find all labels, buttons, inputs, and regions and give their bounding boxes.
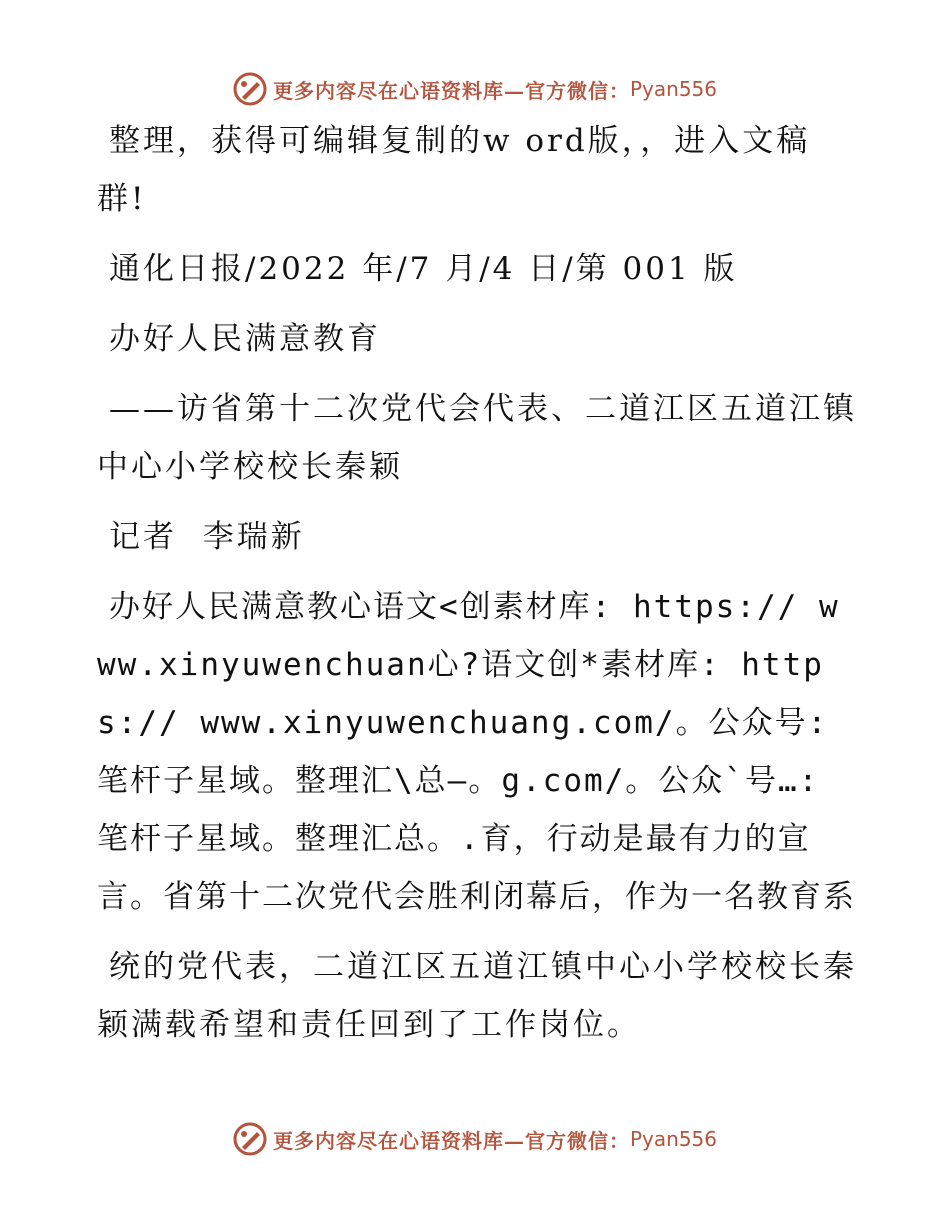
intro-paragraph: 整理，获得可编辑复制的w ord版，，进入文稿群! <box>97 123 811 217</box>
pen-logo-icon <box>233 1122 267 1156</box>
page-header <box>0 72 950 106</box>
header-contact: Pyan556 <box>629 77 717 101</box>
body-paragraph-2: 统的党代表，二道江区五道江镇中心小学校校长秦颖满载希望和责任回到了工作岗位。 <box>97 949 857 1043</box>
page-footer <box>0 1122 950 1156</box>
byline: 记者 李瑞新 <box>109 519 305 555</box>
pen-logo-icon <box>233 72 267 106</box>
footer-brand-text: 更多内容尽在心语资料库—官方微信： <box>272 1128 630 1153</box>
article-title: 办好人民满意教育 <box>109 321 381 357</box>
publication-line: 通化日报/2022 年/7 月/4 日/第 001 版 <box>109 251 738 287</box>
document-body <box>97 112 857 1054</box>
header-brand-text: 更多内容尽在心语资料库—官方微信： <box>272 78 630 103</box>
article-subtitle: ——访省第十二次党代会代表、二道江区五道江镇中心小学校校长秦颖 <box>97 391 857 485</box>
body-paragraph-1: 办好人民满意教心语文<创素材库: https:// www.xinyuwenchuan心?语文创*素材库: https:// www.xinyuwenchuang.com/。公众号: 笔杆子星域。整理汇\总—。g.com/。公众`号…: 笔杆子星域。整理汇总。.育，行动是最有力的宣言。省第十二次党代会胜利闭幕后，作为一名教育系 <box>97 589 856 915</box>
footer-contact: Pyan556 <box>629 1127 717 1151</box>
